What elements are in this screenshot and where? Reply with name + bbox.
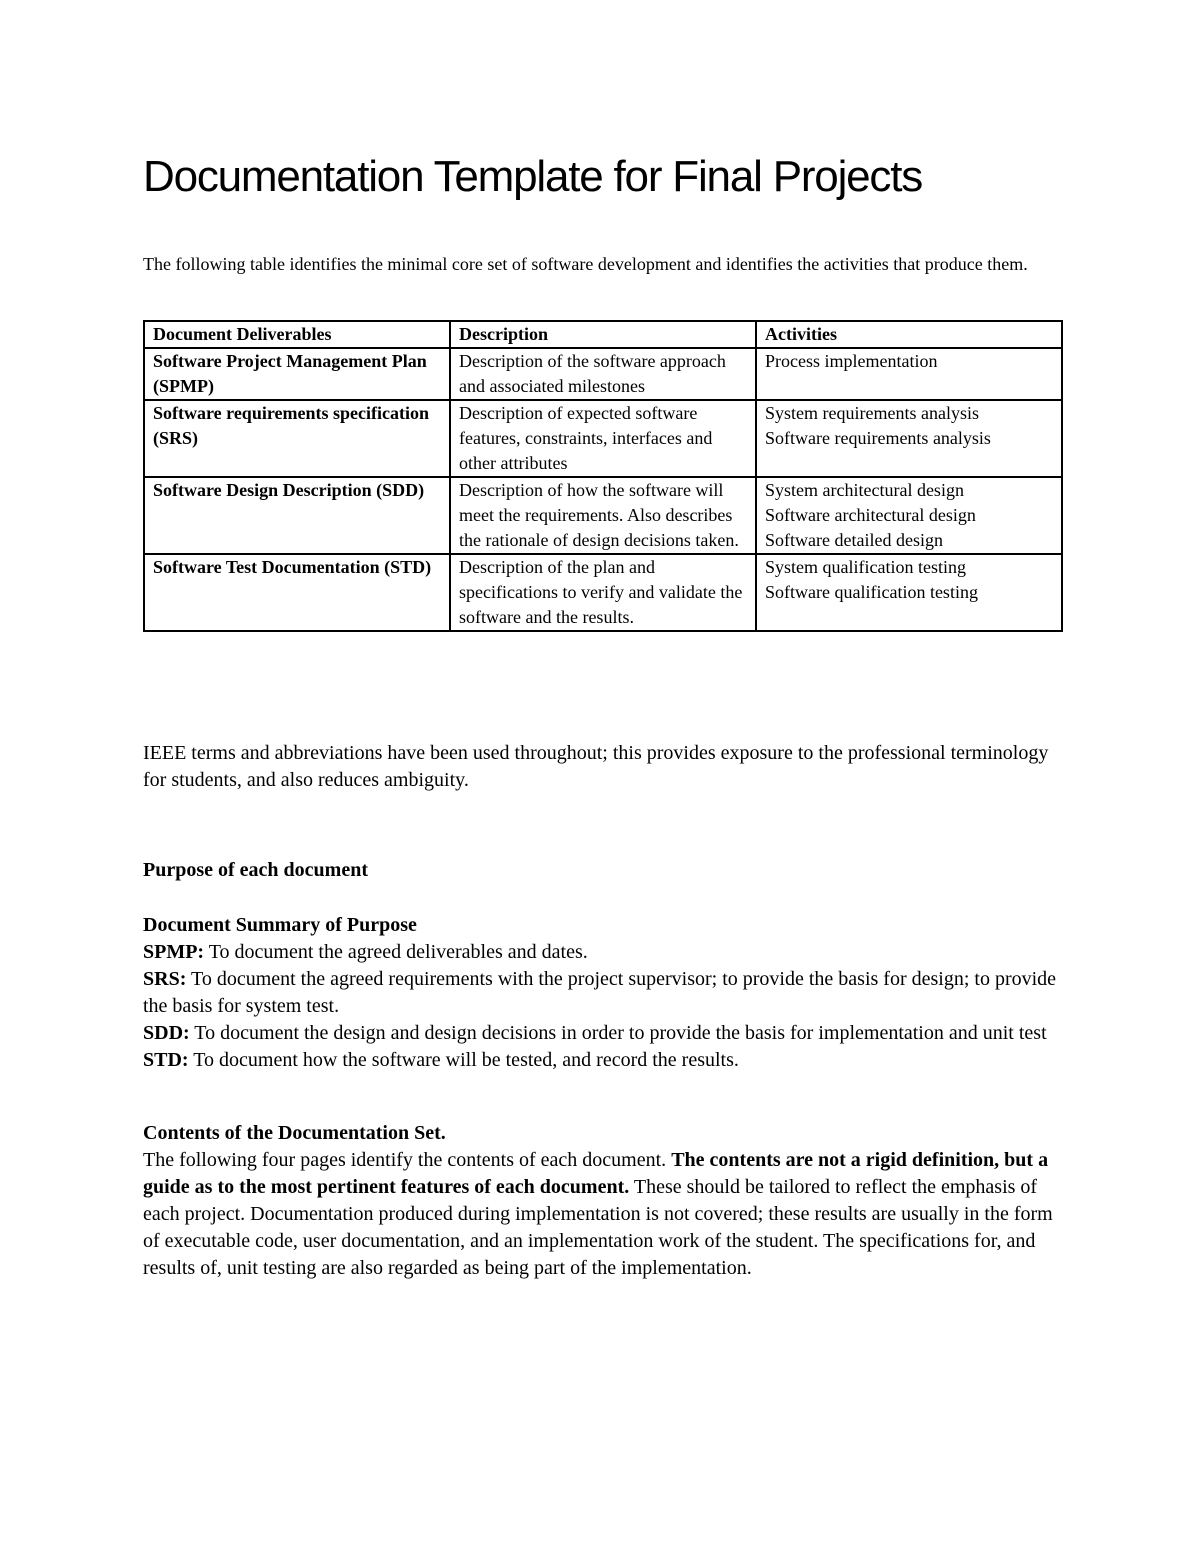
- summary-label: SRS:: [143, 968, 187, 990]
- activity-item: System qualification testing: [765, 557, 966, 577]
- ieee-note: IEEE terms and abbreviations have been used throughout; this provides exposure to the professional terminology for students, and also reduces ambiguity.: [143, 742, 1049, 791]
- table-row: [144, 477, 1062, 554]
- summary-text: To document the agreed requirements with the project supervisor; to provide the basis for design; to provide the basis for system test.: [143, 968, 1057, 1017]
- deliverables-table: [143, 320, 1063, 632]
- deliverable-description: Description of the software approach and associated milestones: [450, 348, 756, 400]
- deliverable-description: Description of how the software will meet the requirements. Also describes the rationale of design decisions taken.: [450, 477, 756, 554]
- activity-item: Process implementation: [765, 351, 938, 371]
- summary-label: SDD:: [143, 1022, 190, 1044]
- summary-item: [143, 1047, 1061, 1074]
- table-header-row: [144, 321, 1062, 348]
- deliverable-name: Software Test Documentation (STD): [144, 554, 450, 631]
- contents-text-bold: The contents are not a rigid definition, but a guide as to the most pertinent features of each document.: [143, 1149, 1049, 1198]
- contents-text-after: These should be tailored to reflect the emphasis of each project. Documentation produced during implementation is not covered; these results are usually in the form of executable code, user documentation, and an implementation work of the student. The specifications for, and results of, unit testing are also regarded as being part of the implementation.: [143, 1176, 1053, 1279]
- contents-heading: Contents of the Documentation Set.: [143, 1122, 446, 1144]
- summary-text: To document the design and design decisions in order to provide the basis for implementation and unit test: [189, 1022, 1047, 1044]
- deliverable-name: Software Project Management Plan (SPMP): [144, 348, 450, 400]
- summary-item: [143, 1020, 1061, 1047]
- activity-item: Software requirements analysis: [765, 428, 991, 448]
- summary-item: [143, 966, 1061, 1020]
- header-description: Description: [450, 321, 756, 348]
- document-title: Documentation Template for Final Projects: [143, 152, 923, 201]
- summary-text: To document how the software will be tested, and record the results.: [188, 1049, 739, 1071]
- deliverable-name: Software Design Description (SDD): [144, 477, 450, 554]
- contents-text-before: The following four pages identify the contents of each document.: [143, 1149, 672, 1171]
- activity-item: Software detailed design: [765, 530, 943, 550]
- deliverable-description: Description of the plan and specifications to verify and validate the software and the results.: [450, 554, 756, 631]
- summary-heading: Document Summary of Purpose: [143, 914, 417, 936]
- activity-item: Software architectural design: [765, 505, 976, 525]
- deliverable-activities: [756, 400, 1062, 477]
- deliverable-activities: [756, 477, 1062, 554]
- table-row: [144, 400, 1062, 477]
- summary-item: [143, 939, 1061, 966]
- contents-paragraph: [143, 1147, 1061, 1282]
- header-deliverables: Document Deliverables: [144, 321, 450, 348]
- table-row: [144, 348, 1062, 400]
- summary-text: To document the agreed deliverables and dates.: [204, 941, 588, 963]
- deliverable-activities: [756, 554, 1062, 631]
- purpose-heading: Purpose of each document: [143, 859, 368, 881]
- deliverable-description: Description of expected software features, constraints, interfaces and other attributes: [450, 400, 756, 477]
- header-activities: Activities: [756, 321, 1062, 348]
- table-row: [144, 554, 1062, 631]
- deliverable-activities: [756, 348, 1062, 400]
- activity-item: System requirements analysis: [765, 403, 979, 423]
- deliverable-name: Software requirements specification (SRS): [144, 400, 450, 477]
- summary-label: SPMP:: [143, 941, 205, 963]
- activity-item: Software qualification testing: [765, 582, 978, 602]
- activity-item: System architectural design: [765, 480, 964, 500]
- summary-label: STD:: [143, 1049, 189, 1071]
- intro-paragraph: The following table identifies the minimal core set of software development and identifies the activities that produce them.: [143, 254, 1028, 274]
- contents-block: [143, 1120, 1061, 1282]
- summary-block: [143, 912, 1061, 1074]
